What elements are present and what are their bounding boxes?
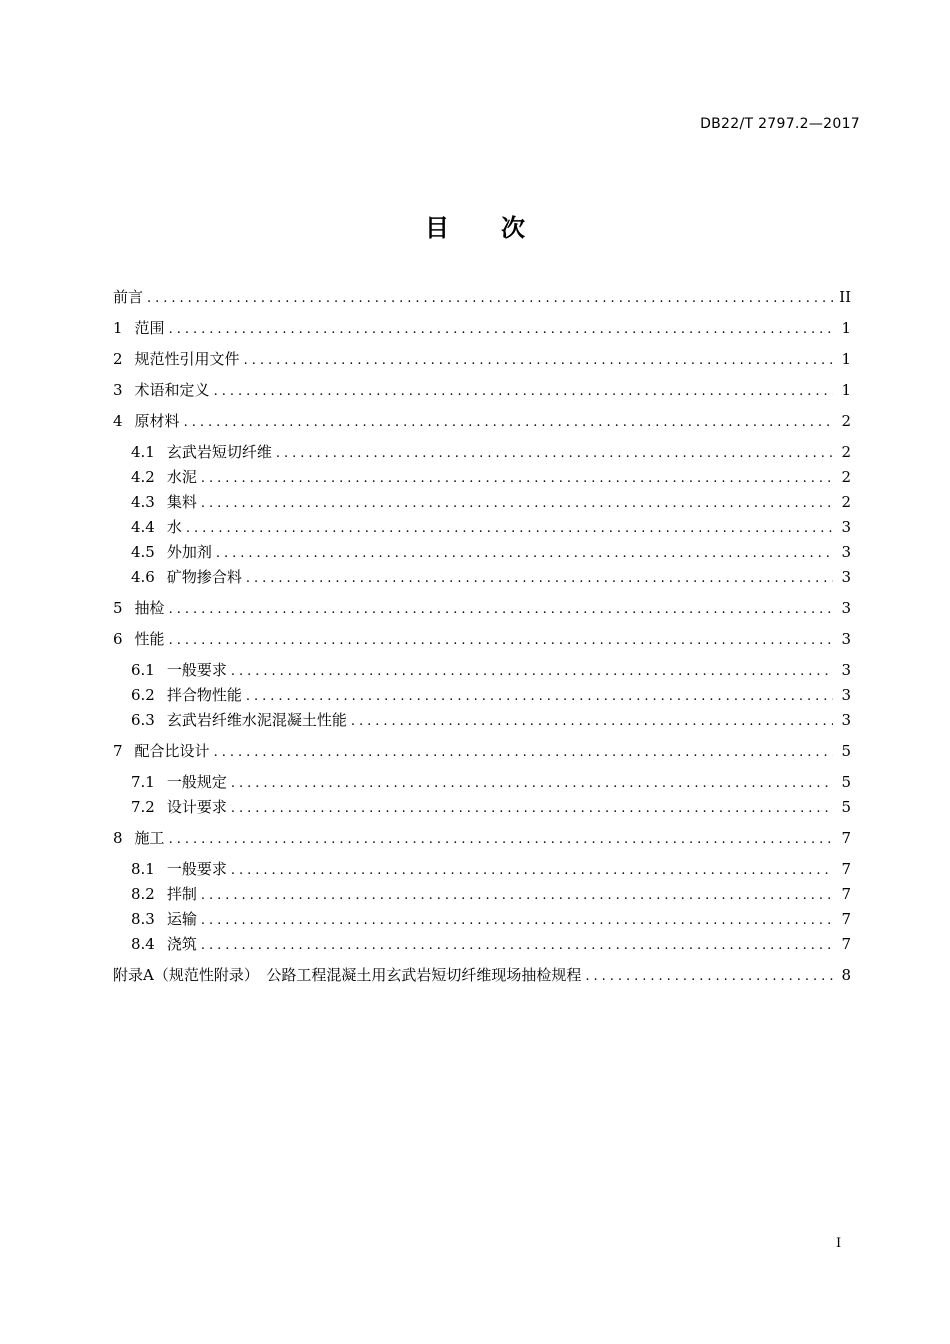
toc-entry-6-3[interactable]: [131, 710, 851, 730]
toc-page: 7: [841, 860, 851, 878]
toc-number: 8.2: [131, 885, 155, 903]
toc-label: 拌制: [166, 885, 197, 903]
toc-label: 配合比设计: [134, 742, 210, 760]
toc-page: 3: [841, 661, 851, 679]
toc-leader-dots: [169, 830, 833, 850]
toc-entry-preface[interactable]: [113, 287, 851, 307]
toc-entry-7-2[interactable]: [131, 797, 851, 817]
toc-page: 7: [841, 910, 851, 928]
toc-label: 前言: [113, 288, 144, 306]
toc-leader-dots: [351, 712, 833, 732]
toc-entry-3[interactable]: [113, 380, 851, 400]
toc-number: 4.2: [131, 468, 155, 486]
toc-leader-dots: [201, 911, 833, 931]
toc-label: 水泥: [166, 468, 197, 486]
toc-number: 7.1: [131, 773, 155, 791]
toc-label: 术语和定义: [134, 381, 210, 399]
toc-number: 7: [113, 742, 123, 760]
toc-leader-dots: [186, 519, 833, 539]
toc-page: 3: [841, 518, 851, 536]
toc-leader-dots: [231, 774, 833, 794]
toc-leader-dots: [169, 320, 833, 340]
toc-label: 集料: [166, 493, 197, 511]
toc-label: 水: [166, 518, 182, 536]
toc-entry-2[interactable]: [113, 349, 851, 369]
title-char-2: 次: [501, 214, 525, 242]
toc-page: 5: [841, 773, 851, 791]
toc-entry-7-1[interactable]: [131, 772, 851, 792]
toc-page: 2: [841, 493, 851, 511]
toc-number: 4.3: [131, 493, 155, 511]
toc-page: 1: [841, 350, 851, 368]
toc-leader-dots: [214, 743, 833, 763]
toc-label: 拌合物性能: [166, 686, 242, 704]
title-char-1: 目: [425, 214, 449, 242]
toc-label: 浇筑: [166, 935, 197, 953]
toc-label: 一般要求: [166, 661, 227, 679]
toc-leader-dots: [231, 799, 833, 819]
toc-page: 3: [841, 599, 851, 617]
toc-label: 范围: [134, 319, 165, 337]
toc-leader-dots: [231, 861, 833, 881]
toc-entry-4-4[interactable]: [131, 517, 851, 537]
toc-entry-6-1[interactable]: [131, 660, 851, 680]
page-title: [0, 208, 950, 243]
doc-code: DB22/T 2797.2—2017: [700, 116, 860, 132]
toc-label: 一般规定: [166, 773, 227, 791]
toc-label: 玄武岩纤维水泥混凝土性能: [166, 711, 347, 729]
toc-page: 2: [841, 468, 851, 486]
toc-page: 7: [841, 935, 851, 953]
toc-number: 2: [113, 350, 123, 368]
toc-leader-dots: [184, 413, 833, 433]
toc-entry-5[interactable]: [113, 598, 851, 618]
toc-page: 3: [841, 686, 851, 704]
toc-number: 8.3: [131, 910, 155, 928]
toc-number: 6.1: [131, 661, 155, 679]
toc-number: 4.5: [131, 543, 155, 561]
toc-leader-dots: [169, 631, 833, 651]
toc-label: 设计要求: [166, 798, 227, 816]
toc-leader-dots: [276, 444, 833, 464]
toc-page: 5: [841, 798, 851, 816]
toc-page: 5: [841, 742, 851, 760]
toc-leader-dots: [216, 544, 833, 564]
toc-label: 玄武岩短切纤维: [166, 443, 272, 461]
toc-entry-4-2[interactable]: [131, 467, 851, 487]
toc-number: 6.3: [131, 711, 155, 729]
toc-page: 1: [841, 381, 851, 399]
toc-number: 6: [113, 630, 123, 648]
toc-number: 3: [113, 381, 123, 399]
toc-page: II: [839, 288, 851, 306]
toc-leader-dots: [169, 600, 833, 620]
toc-number: 8.1: [131, 860, 155, 878]
toc-page: 1: [841, 319, 851, 337]
toc-label: 矿物掺合料: [166, 568, 242, 586]
footer-page-number: I: [836, 1236, 842, 1251]
toc-label: 施工: [134, 829, 165, 847]
toc-leader-dots: [147, 289, 833, 309]
toc-entry-8-1[interactable]: [131, 859, 851, 879]
toc-leader-dots: [585, 967, 833, 987]
toc-number: 6.2: [131, 686, 155, 704]
toc-entry-appendix-a[interactable]: [113, 965, 851, 985]
toc-entry-4-5[interactable]: [131, 542, 851, 562]
toc-leader-dots: [244, 351, 833, 371]
toc-label: 运输: [166, 910, 197, 928]
toc-number: 7.2: [131, 798, 155, 816]
toc-entry-8-3[interactable]: [131, 909, 851, 929]
toc-entry-6[interactable]: [113, 629, 851, 649]
toc-page: 3: [841, 568, 851, 586]
toc-leader-dots: [231, 662, 833, 682]
toc-label: 一般要求: [166, 860, 227, 878]
toc-label: 外加剂: [166, 543, 212, 561]
toc-page: 2: [841, 412, 851, 430]
toc-number: 1: [113, 319, 123, 337]
toc-page: 7: [841, 829, 851, 847]
toc-entry-4-6[interactable]: [131, 567, 851, 587]
toc-page: 3: [841, 543, 851, 561]
toc-leader-dots: [246, 569, 833, 589]
toc-leader-dots: [214, 382, 833, 402]
toc-page: 2: [841, 443, 851, 461]
toc-leader-dots: [201, 886, 833, 906]
toc-entry-8-4[interactable]: [131, 934, 851, 954]
toc-entry-4[interactable]: [113, 411, 851, 431]
toc-label: 性能: [134, 630, 165, 648]
toc-entry-8[interactable]: [113, 828, 851, 848]
toc-number: 5: [113, 599, 123, 617]
toc-entry-4-3[interactable]: [131, 492, 851, 512]
toc-entry-8-2[interactable]: [131, 884, 851, 904]
toc-leader-dots: [201, 469, 833, 489]
toc-label: 规范性引用文件: [134, 350, 240, 368]
toc-number: 4.1: [131, 443, 155, 461]
toc-leader-dots: [201, 494, 833, 514]
toc-leader-dots: [246, 687, 833, 707]
toc-entry-7[interactable]: [113, 741, 851, 761]
toc-page: 7: [841, 885, 851, 903]
toc-label: 抽检: [134, 599, 165, 617]
toc-entry-1[interactable]: [113, 318, 851, 338]
toc-label: 原材料: [134, 412, 180, 430]
toc-page: 8: [841, 966, 851, 984]
toc-page: 3: [841, 711, 851, 729]
toc-number: 4.6: [131, 568, 155, 586]
toc-number: 8.4: [131, 935, 155, 953]
toc-number: 4: [113, 412, 123, 430]
toc-leader-dots: [201, 936, 833, 956]
toc-entry-6-2[interactable]: [131, 685, 851, 705]
toc-entry-4-1[interactable]: [131, 442, 851, 462]
toc-label: 附录A（规范性附录） 公路工程混凝土用玄武岩短切纤维现场抽检规程: [113, 966, 582, 984]
toc-number: 4.4: [131, 518, 155, 536]
toc-page: 3: [841, 630, 851, 648]
toc-number: 8: [113, 829, 123, 847]
